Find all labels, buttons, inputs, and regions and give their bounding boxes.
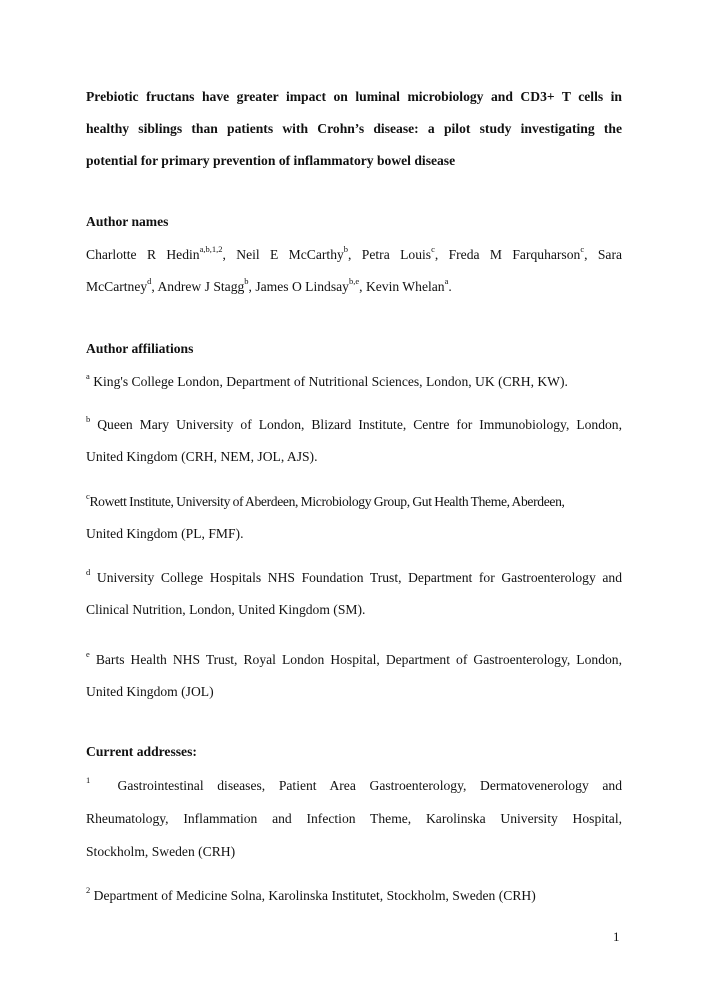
affiliation-e-line-1: $^e$ Barts Health NHS Trust, Royal London Hospital, Department of Gastroenterology, London, xyxy=(86,649,622,667)
affiliation-e-line-2: United Kingdom (JOL) xyxy=(86,684,214,699)
address-1-line-3: Stockholm, Sweden (CRH) xyxy=(86,844,236,859)
affiliation-b-line-1: $^b$ Queen Mary University of London, Blizard Institute, Centre for Immunobiology, London, xyxy=(86,414,622,432)
author-names-heading: Author names xyxy=(86,214,169,229)
paper-title-line-3: potential for primary prevention of inflammatory bowel disease xyxy=(86,153,456,168)
affiliation-b-line-2: United Kingdom (CRH, NEM, JOL, AJS). xyxy=(86,449,318,464)
author-list-line-2: McCartney$^d$, Andrew J Stagg$^b$, James O Lindsay$^{b,e}$, Kevin Whelan$^a$. xyxy=(86,276,452,294)
current-addresses-heading: Current addresses: xyxy=(86,744,197,759)
paper-title-line-1: Prebiotic fructans have greater impact on luminal microbiology and CD3+ T cells in xyxy=(86,89,622,104)
author-list-line-1: Charlotte R Hedin$^{a,b,1,2}$, Neil E McCarthy$^b$, Petra Louis$^c$, Freda M Farquharson$^c$, Sara xyxy=(86,244,623,262)
affiliation-d-line-2: Clinical Nutrition, London, United Kingdom (SM). xyxy=(86,602,366,617)
affiliation-c-line-1: $^c$Rowett Institute, University of Aberdeen, Microbiology Group, Gut Health Theme, Aberdeen, xyxy=(86,491,565,509)
address-1-line-2: Rheumatology, Inflammation and Infection Theme, Karolinska University Hospital, xyxy=(86,811,622,826)
paper-title-line-2: healthy siblings than patients with Crohn’s disease: a pilot study investigating the xyxy=(86,121,622,136)
affiliation-a: $^a$ King's College London, Department of Nutritional Sciences, London, UK (CRH, KW). xyxy=(86,371,568,389)
author-affiliations-heading: Author affiliations xyxy=(86,341,194,356)
page-number: 1 xyxy=(613,929,620,944)
affiliation-c-line-2: United Kingdom (PL, FMF). xyxy=(86,526,244,541)
address-1-line-1: $^1$ Gastrointestinal diseases, Patient Area Gastroenterology, Dermatovenerology and xyxy=(86,775,622,793)
address-2: $^2$ Department of Medicine Solna, Karolinska Institutet, Stockholm, Sweden (CRH) xyxy=(86,885,536,903)
affiliation-d-line-1: $^d$ University College Hospitals NHS Foundation Trust, Department for Gastroenterology and xyxy=(86,567,622,585)
